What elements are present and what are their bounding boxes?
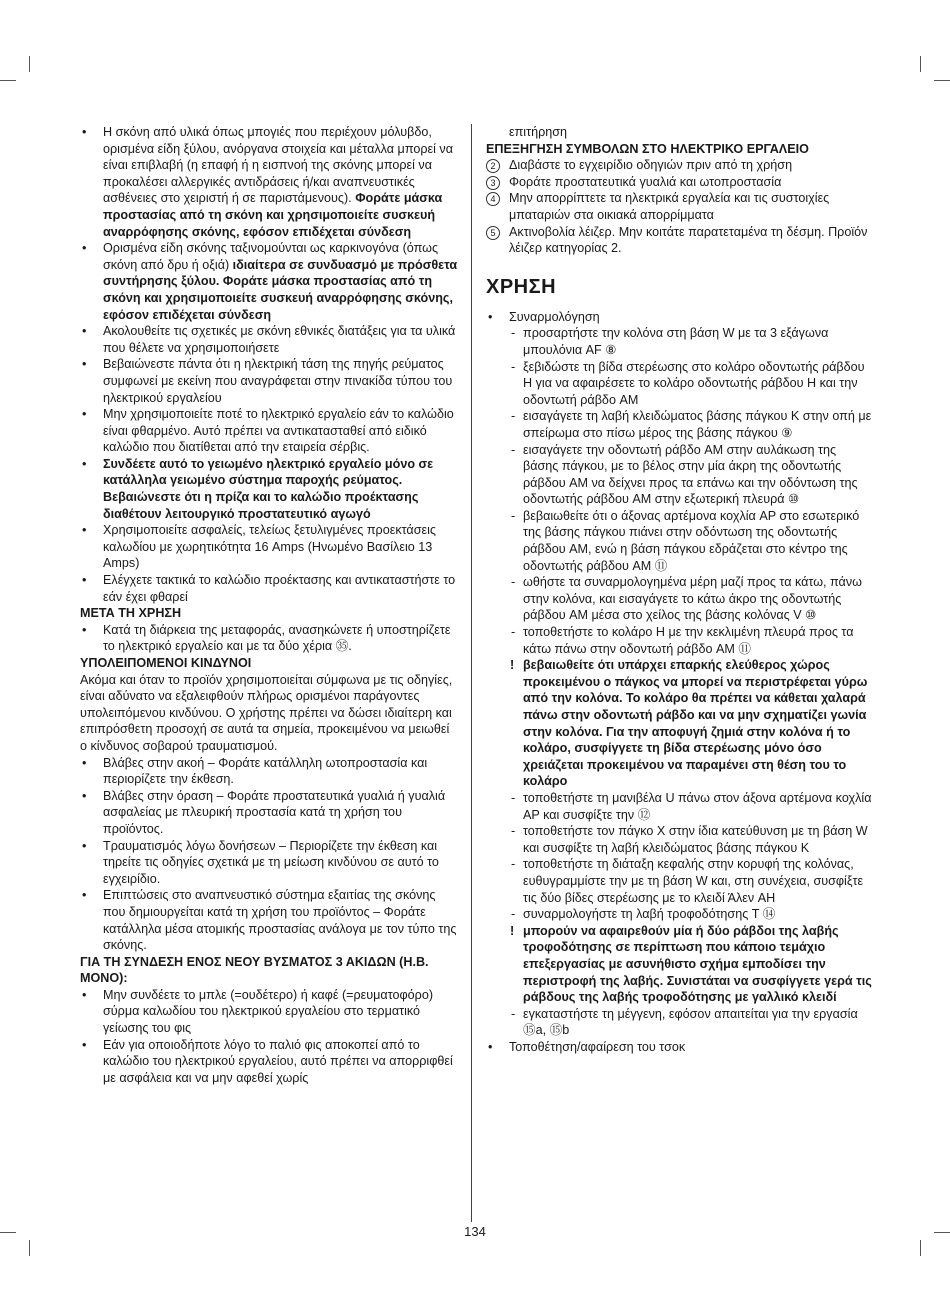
step-item: - βεβαιωθείτε ότι ο άξονας αρτέμονα κοχλία AP στο εσωτερικό της βάσης πάγκου πιάνει στην οδόντωση της οδοντωτής ράβδου AM, ενώ η βάση πάγκου εδράζεται στο κέντρο της οδοντωτής ράβδου AM ⑪	[511, 508, 860, 573]
symbol-item: 3 Φοράτε προστατευτικά γυαλιά και ωτοπροστασία	[486, 174, 874, 191]
list-item: • Συναρμολόγηση	[488, 309, 600, 324]
bullet-icon: •	[488, 309, 493, 324]
step-item: - τοποθετήστε το κολάρο H με την κεκλιμένη πλευρά προς τα κάτω πάνω στην οδοντωτή ράβδο AM ⑪	[511, 625, 854, 656]
dash-icon: -	[511, 409, 516, 424]
bullet-icon: •	[82, 324, 87, 339]
list-item: • Εάν για οποιοδήποτε λόγο το παλιό φις αποκοπεί από το καλώδιο του ηλεκτρικού εργαλείου, αυτό πρέπει να απορριφθεί με ασφάλεια και να μην αφεθεί χωρίς	[82, 1037, 453, 1085]
bullet-icon: •	[82, 241, 87, 256]
bullet-icon: •	[82, 838, 87, 853]
circled-number-icon: 5	[486, 226, 500, 240]
dash-icon: -	[511, 326, 516, 341]
bullet-icon: •	[82, 456, 87, 471]
dash-icon: -	[511, 508, 516, 523]
crop-mark	[0, 80, 16, 81]
list-item: • Συνδέετε αυτό το γειωμένο ηλεκτρικό εργαλείο μόνο σε κατάλληλα γειωμένο σύστημα παροχής ρεύματος. Βεβαιώνεστε ότι η πρίζα και το καλώδιο προέκτασης διαθέτουν λειτουργικό προστατευτικό αγωγό	[82, 456, 434, 521]
left-column	[80, 124, 458, 1086]
list-item: • Βλάβες στην όραση – Φοράτε προστατευτικά γυαλιά ή γυαλιά ασφαλείας με πλευρική προστασία κατά τη χρήση του προϊόντος.	[82, 788, 446, 836]
dash-icon: -	[511, 824, 516, 839]
step-item: - τοποθετήστε τη διάταξη κεφαλής στην κορυφή της κολόνας, ευθυγραμμίστε την με τη βάση W και, στη συνέχεια, συσφίξτε τις δύο βίδες στερέωσης με το κλειδί Άλεν AH	[511, 857, 864, 905]
list-item: • Βεβαιώνεστε πάντα ότι η ηλεκτρική τάση της πηγής ρεύματος συμφωνεί με εκείνη που αναγράφεται στην πινακίδα τύπου του ηλεκτρικού εργαλείου	[82, 357, 453, 405]
bullet-icon: •	[82, 888, 87, 903]
list-item: • Χρησιμοποιείτε ασφαλείς, τελείως ξετυλιγμένες προεκτάσεις καλωδίου με χωρητικότητα 16 Amps (Ηνωμένο Βασίλειο 13 Amps)	[82, 523, 436, 571]
crop-mark	[920, 1240, 921, 1256]
section-heading: ΜΕΤΑ ΤΗ ΧΡΗΣΗ	[80, 606, 182, 621]
dash-icon: -	[511, 790, 516, 805]
page-number: 134	[464, 1224, 486, 1239]
step-item: - προσαρτήστε την κολόνα στη βάση W με τα 3 εξάγωνα μπουλόνια AF ⑧	[511, 326, 829, 357]
bullet-icon: •	[82, 987, 87, 1002]
bullet-icon: •	[488, 1039, 493, 1054]
symbol-item: 4 Μην απορρίπτετε τα ηλεκτρικά εργαλεία και τις συστοιχίες μπαταριών στα οικιακά απορρίμματα	[486, 190, 874, 223]
dash-icon: -	[511, 442, 516, 457]
list-item: • Βλάβες στην ακοή – Φοράτε κατάλληλη ωτοπροστασία και περιορίζετε την έκθεση.	[82, 755, 428, 787]
dash-icon: -	[511, 359, 516, 374]
step-item: - εγκαταστήστε τη μέγγενη, εφόσον απαιτείται για την εργασία ⑮a, ⑮b	[511, 1006, 858, 1038]
step-item: - ωθήστε τα συναρμολογημένα μέρη μαζί προς τα κάτω, πάνω στην κολόνα, και εισαγάγετε το κάτω άκρο της οδοντωτής ράβδου AM μέσα στο χείλος της βάσης κολόνας V ⑩	[511, 575, 862, 623]
section-heading: ΓΙΑ ΤΗ ΣΥΝΔΕΣΗ ΕΝΟΣ ΝΕΟΥ ΒΥΣΜΑΤΟΣ 3 ΑΚΙΔΩΝ (Η.Β. ΜΟΝΟ):	[80, 954, 429, 986]
step-item: - εισαγάγετε τη λαβή κλειδώματος βάσης πάγκου K στην οπή με σπείρωμα στο πίσω μέρος της βάσης πάγκου ⑨	[511, 409, 872, 440]
section-title: ΧΡΗΣΗ	[486, 275, 557, 298]
exclamation-icon: !	[510, 923, 515, 938]
list-item: • Μην χρησιμοποιείτε ποτέ το ηλεκτρικό εργαλείο εάν το καλώδιο είναι φθαρμένο. Αυτό πρέπει να αντικατασταθεί από ειδικό καλώδιο που διατίθεται από την εταιρεία σέρβις.	[82, 407, 454, 455]
continuation-text: επιτήρηση	[509, 125, 568, 139]
list-item: • Μην συνδέετε το μπλε (=ουδέτερο) ή καφέ (=ρευματοφόρο) σύρμα καλωδίου του ηλεκτρικού εργαλείου στο τερματικό γείωσης του φις	[82, 987, 434, 1036]
paragraph: Ακόμα και όταν το προϊόν χρησιμοποιείται σύμφωνα με τις οδηγίες, είναι αδύνατο να εξαλειφθούν πλήρως ορισμένοι παράγοντες υπολειπόμενου κινδύνου. Ο χρήστης πρέπει να δώσει ιδιαίτερη και επιπρόσθετη προσοχή σε αυτά τα σημεία, προκειμένου να μειωθεί ο κίνδυνος σοβαρού τραυματισμού.	[80, 672, 453, 753]
symbol-item: 2 Διαβάστε το εγχειρίδιο οδηγιών πριν από τη χρήση	[486, 157, 874, 174]
circled-number-icon: 3	[486, 176, 500, 190]
step-item: - ξεβιδώστε τη βίδα στερέωσης στο κολάρο οδοντωτής ράβδου H για να αφαιρέσετε το κολάρο οδοντωτής ράβδου H και την οδοντωτή ράβδο AM	[511, 359, 865, 407]
circled-number-icon: 2	[486, 159, 500, 173]
circled-number-icon: 4	[486, 192, 500, 206]
step-item: - εισαγάγετε την οδοντωτή ράβδο AM στην αυλάκωση της βάσης πάγκου, με το βέλος στην μία άκρη της οδοντωτής ράβδου AM να δείχνει προς τα επάνω και την οδόντωση της οδοντωτής ράβδου AM στην εξωτερική πλευρά ⑩	[511, 442, 858, 507]
list-item: • Κατά τη διάρκεια της μεταφοράς, ανασηκώνετε ή υποστηρίζετε το ηλεκτρικό εργαλείο και με τα δύο χέρια ㉟.	[82, 622, 451, 654]
dash-icon: -	[511, 625, 516, 640]
list-item: • Τραυματισμός λόγω δονήσεων – Περιορίζετε την έκθεση και τηρείτε τις οδηγίες σχετικά με τη μείωση κινδύνου σε αυτό το εγχειρίδιο.	[82, 838, 439, 886]
exclamation-icon: !	[510, 658, 515, 673]
list-item: • Τοποθέτηση/αφαίρεση του τσοκ	[488, 1039, 686, 1054]
warning-item: ! βεβαιωθείτε ότι υπάρχει επαρκής ελεύθερος χώρος προκειμένου ο πάγκος να μπορεί να περιστρέφεται γύρω από την κολόνα. Το κολάρο θα πρέπει να κάθεται χαλαρά πάνω στην οδοντωτή ράβδο και να μην σχηματίζει γωνία στην κολόνα. Για την αποφυγή ζημιά στην κολόνα ή το κολάρο, συσφίγγετε τη βίδα στερέωσης μόνο όσο χρειάζεται προκειμένου να παραμένει στη θέση του το κολάρο	[510, 658, 868, 789]
list-item: • Ακολουθείτε τις σχετικές με σκόνη εθνικές διατάξεις για τα υλικά που θέλετε να χρησιμοποιήσετε	[82, 324, 456, 355]
list-item: • Η σκόνη από υλικά όπως μπογιές που περιέχουν μόλυβδο, ορισμένα είδη ξύλου, ανόργανα στοιχεία και μέταλλα μπορεί να είναι επιβλαβή (η επαφή ή η εισπνοή της σκόνης μπορεί να προκαλέσει αλλεργικές αντιδράσεις ή/και αναπνευστικές ασθένειες στο χειριστή ή σε παριστάμενους). Φοράτε μάσκα προστασίας από τη σκόνη και χρησιμοποιείτε συσκευή αναρρόφησης σκόνης, εφόσον επιδέχεται σύνδεση	[82, 125, 453, 239]
symbol-item: 5 Ακτινοβολία λέιζερ. Μην κοιτάτε παρατεταμένα τη δέσμη. Προϊόν λέιζερ κατηγορίας 2.	[486, 224, 874, 257]
dash-icon: -	[511, 575, 516, 590]
warning-item: ! μπορούν να αφαιρεθούν μία ή δύο ράβδοι της λαβής τροφοδότησης σε περίπτωση που κάποιο τεμάχιο επεξεργασίας με ασυνήθιστο σχήμα εμποδίσει την περιστροφή της λαβής. Συνιστάται να συσφίγγετε γερά τις ράβδους της λαβής τροφοδότησης με γαλλικό κλειδί	[510, 923, 872, 1005]
bullet-icon: •	[82, 125, 87, 139]
step-item: - τοποθετήστε τον πάγκο X στην ίδια κατεύθυνση με τη βάση W και συσφίξτε τη λαβή κλειδώματος βάσης πάγκου K	[511, 824, 868, 855]
list-item: • Επιπτώσεις στο αναπνευστικό σύστημα εξαιτίας της σκόνης που δημιουργείται κατά τη χρήση του προϊόντος – Φοράτε κατάλληλα μέσα ατομικής προστασίας ανάλογα με τον τύπο της σκόνης.	[82, 888, 457, 953]
dash-icon: -	[511, 857, 516, 872]
column-divider	[471, 124, 472, 1222]
step-item: - τοποθετήστε τη μανιβέλα U πάνω στον άξονα αρτέμονα κοχλία AP και συσφίξτε την ⑫	[511, 790, 872, 822]
crop-mark	[920, 56, 921, 72]
bullet-icon: •	[82, 357, 87, 372]
step-item: - συναρμολογήστε τη λαβή τροφοδότησης T ⑭	[511, 907, 776, 922]
dash-icon: -	[511, 907, 516, 922]
list-item: • Ορισμένα είδη σκόνης ταξινομούνται ως καρκινογόνα (όπως σκόνη από δρυ ή οξιά) ιδιαίτερα σε συνδυασμό με πρόσθετα συντήρησης ξύλου. Φοράτε μάσκα προστασίας από τη σκόνη και χρησιμοποιείτε συσκευή αναρρόφησης σκόνης, εφόσον επιδέχεται σύνδεση	[82, 241, 458, 322]
bullet-icon: •	[82, 788, 87, 803]
bullet-icon: •	[82, 573, 87, 588]
right-column	[486, 124, 874, 1055]
crop-mark	[29, 1240, 30, 1256]
bullet-icon: •	[82, 622, 87, 637]
crop-mark	[29, 56, 30, 72]
bullet-icon: •	[82, 755, 87, 770]
dash-icon: -	[511, 1006, 516, 1021]
bullet-icon: •	[82, 407, 87, 422]
bullet-icon: •	[82, 1037, 87, 1052]
crop-mark	[934, 80, 950, 81]
list-item: • Ελέγχετε τακτικά το καλώδιο προέκτασης και αντικαταστήστε το εάν έχει φθαρεί	[82, 573, 456, 604]
bullet-icon: •	[82, 523, 87, 538]
section-heading: ΥΠΟΛΕΙΠΟΜΕΝΟΙ ΚΙΝΔΥΝΟΙ	[80, 656, 252, 670]
section-heading: ΕΠΕΞΗΓΗΣΗ ΣΥΜΒΟΛΩΝ ΣΤΟ ΗΛΕΚΤΡΙΚΟ ΕΡΓΑΛΕΙΟ	[486, 141, 809, 156]
